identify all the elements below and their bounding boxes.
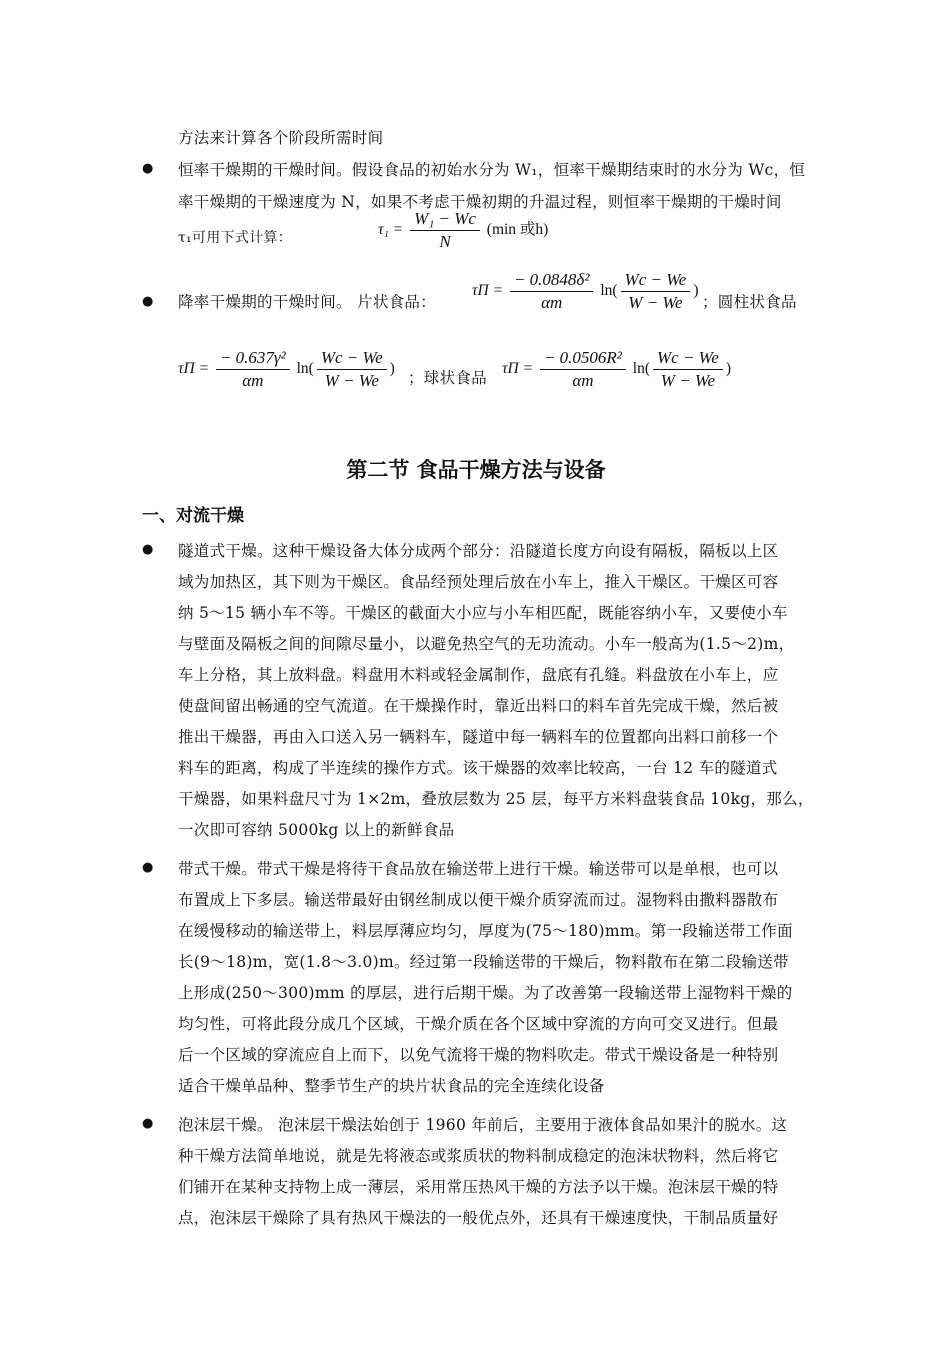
bullet-constant-rate: ● — [142, 161, 154, 176]
belt-line: 适合干燥单品种、整季节生产的块片状食品的完全连续化设备 — [178, 1077, 605, 1095]
bullet-belt: ● — [142, 860, 154, 875]
formula-constant-lhs: τ₁ = — [378, 221, 404, 239]
formula-sphere-ln-denominator: W − We — [660, 371, 716, 390]
formula-sphere-lhs: τΠ = — [502, 360, 534, 378]
belt-line: 在缓慢移动的输送带上，料层厚薄应均匀，厚度为(75～180)mm。第一段输送带工作面 — [178, 922, 793, 940]
formula-sphere-ln-numerator: Wc − We — [653, 348, 723, 370]
formula-constant-rate — [378, 209, 548, 252]
bullet-falling-rate: ● — [142, 294, 154, 309]
formula-sphere-numerator: − 0.0506R² — [540, 348, 626, 370]
sphere-label: ；球状食品 — [408, 369, 488, 387]
formula-sphere-ln: ln( — [632, 360, 650, 378]
constant-rate-line-2: 率干燥期的干燥速度为 N，如果不考虑干燥初期的升温过程，则恒率干燥期的干燥时间 — [178, 193, 782, 211]
formula-sphere-ln-fraction — [653, 348, 723, 391]
bullet-foam: ● — [142, 1116, 154, 1131]
formula-sphere-denominator: αm — [572, 371, 594, 390]
tunnel-line: 料车的距离，构成了半连续的操作方式。该干燥器的效率比较高，一台 12 车的隧道式 — [178, 759, 778, 777]
belt-line: 长(9～18)m，宽(1.8～3.0)m。经过第一段输送带的干燥后，物料散布在第二段输送带 — [178, 953, 789, 971]
belt-line: 带式干燥。带式干燥是将待干食品放在输送带上进行干燥。输送带可以是单根，也可以 — [178, 860, 779, 878]
formula-cylinder-fraction — [216, 348, 290, 391]
formula-cylinder-denominator: αm — [242, 371, 264, 390]
tunnel-line: 推出干燥器，再由入口送入另一辆料车，隧道中每一辆料车的位置都向出料口前移一个 — [178, 728, 779, 746]
formula-slab-lhs: τΠ = — [472, 282, 504, 300]
formula-cylinder-ln-denominator: W − We — [324, 371, 379, 390]
tunnel-line: 车上分格，其上放料盘。料盘用木料或轻金属制作，盘底有孔缝。料盘放在小车上，应 — [178, 666, 779, 684]
foam-line: 点，泡沫层干燥除了具有热风干燥法的一般优点外，还具有干燥速度快，干制品质量好 — [178, 1209, 779, 1227]
tunnel-line: 隧道式干燥。这种干燥设备大体分成两个部分：沿隧道长度方向设有隔板，隔板以上区 — [178, 542, 779, 560]
formula-slab-ln-numerator: Wc − We — [621, 270, 691, 292]
belt-line: 布置成上下多层。输送带最好由钢丝制成以便干燥介质穿流而过。湿物料由撒料器散布 — [178, 891, 779, 909]
formula-constant-numerator: W₁ − Wc — [410, 209, 480, 231]
tunnel-line: 干燥器，如果料盘尺寸为 1×2m，叠放层数为 25 层，每平方米料盘装食品 10kg，那么， — [178, 790, 814, 808]
constant-rate-prefix: τ₁可用下式计算： — [178, 230, 293, 246]
intro-line: 方法来计算各个阶段所需时间 — [178, 129, 384, 147]
bullet-tunnel: ● — [142, 542, 154, 557]
formula-sphere — [502, 348, 731, 391]
belt-line: 上形成(250～300)mm 的厚层，进行后期干燥。为了改善第一段输送带上湿物料干燥的 — [178, 984, 793, 1002]
formula-constant-denominator: N — [439, 232, 451, 251]
subsection-title: 一、对流干燥 — [142, 506, 244, 526]
formula-slab-numerator: − 0.0848δ² — [510, 270, 593, 292]
formula-cylinder-ln-numerator: Wc − We — [317, 348, 387, 370]
formula-slab-ln-fraction — [621, 270, 691, 313]
foam-line: 们铺开在某种支持物上成一薄层，采用常压热风干燥的方法予以干燥。泡沫层干燥的特 — [178, 1178, 779, 1196]
formula-cylinder-close: ) — [389, 360, 395, 378]
tunnel-line: 纳 5～15 辆小车不等。干燥区的截面大小应与小车相匹配，既能容纳小车，又要使小车 — [178, 604, 788, 622]
formula-sphere-close: ) — [725, 360, 731, 378]
belt-line: 均匀性，可将此段分成几个区域，干燥介质在各个区域中穿流的方向可交叉进行。但最 — [178, 1015, 779, 1033]
formula-cylinder-lhs: τΠ = — [178, 360, 210, 378]
falling-rate-intro: 降率干燥期的干燥时间。 片状食品： — [178, 293, 437, 311]
formula-slab — [472, 270, 699, 313]
section-title: 第二节 食品干燥方法与设备 — [346, 458, 606, 482]
tunnel-line: 与壁面及隔板之间的间隙尽量小，以避免热空气的无功流动。小车一般高为(1.5～2)m， — [178, 635, 795, 653]
formula-slab-denominator: αm — [541, 293, 563, 312]
tunnel-line: 使盘间留出畅通的空气流道。在干燥操作时，靠近出料口的料车首先完成干燥，然后被 — [178, 697, 779, 715]
formula-slab-ln: ln( — [600, 282, 618, 300]
cylinder-label: ；圆柱状食品 — [702, 293, 797, 311]
belt-line: 后一个区域的穿流应自上而下，以免气流将干燥的物料吹走。带式干燥设备是一种特别 — [178, 1046, 779, 1064]
formula-constant-fraction — [410, 209, 480, 252]
tunnel-line: 域为加热区，其下则为干燥区。食品经预处理后放在小车上，推入干燥区。干燥区可容 — [178, 573, 779, 591]
foam-line: 泡沫层干燥。 泡沫层干燥法始创于 1960 年前后，主要用于液体食品如果汁的脱水。这 — [178, 1116, 788, 1134]
formula-sphere-fraction — [540, 348, 626, 391]
formula-slab-fraction — [510, 270, 593, 313]
foam-line: 种干燥方法简单地说，就是先将液态或浆质状的物料制成稳定的泡沫状物料，然后将它 — [178, 1147, 779, 1165]
formula-cylinder-ln-fraction — [317, 348, 387, 391]
formula-slab-close: ) — [693, 282, 699, 300]
tunnel-line: 一次即可容纳 5000kg 以上的新鲜食品 — [178, 821, 455, 839]
formula-cylinder-ln: ln( — [296, 360, 314, 378]
formula-cylinder — [178, 348, 395, 391]
formula-constant-suffix: (min 或h) — [486, 221, 549, 239]
formula-cylinder-numerator: − 0.637γ² — [216, 348, 290, 370]
constant-rate-line-1: 恒率干燥期的干燥时间。假设食品的初始水分为 W₁，恒率干燥期结束时的水分为 Wc，恒 — [178, 161, 806, 179]
formula-slab-ln-denominator: W − We — [628, 293, 683, 312]
